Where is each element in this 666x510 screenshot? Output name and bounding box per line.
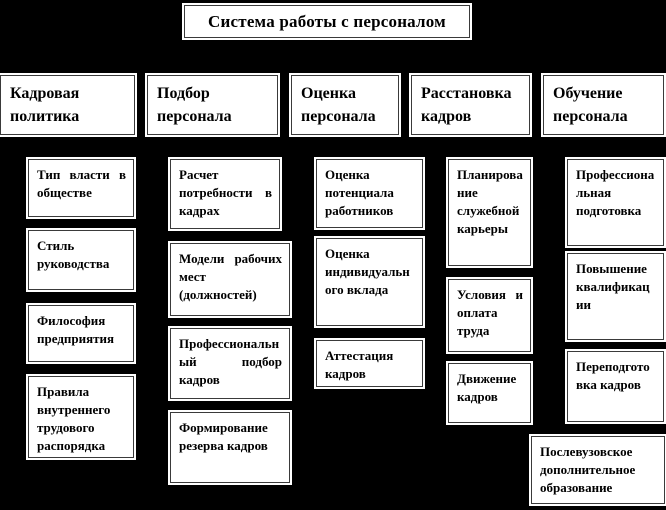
item-box: Модели рабочих мест (должностей) bbox=[170, 243, 290, 316]
item-box: Повышение квалификации bbox=[567, 253, 664, 340]
column-header-recruitment: Подбор персонала bbox=[147, 75, 278, 135]
item-box: Условия и оплата труда bbox=[448, 279, 531, 352]
item-box: Профессиональный подбор кадров bbox=[170, 328, 290, 399]
item-box: Тип власти в обществе bbox=[28, 159, 134, 217]
item-box: Переподготовка кадров bbox=[567, 351, 664, 422]
item-box: Аттестация кадров bbox=[316, 340, 423, 387]
column-header-training: Обучение персонала bbox=[543, 75, 664, 135]
item-box: Послевузовское дополнительное образование bbox=[531, 436, 665, 504]
item-box: Стиль руководства bbox=[28, 230, 134, 290]
item-box: Расчет потребности в кадрах bbox=[170, 159, 280, 229]
item-box: Профессиональная подготовка bbox=[567, 159, 664, 246]
item-box: Оценка потенциала работников bbox=[316, 159, 423, 228]
column-header-placement: Расстановка кадров bbox=[411, 75, 530, 135]
item-box: Движение кадров bbox=[448, 363, 531, 423]
item-box: Оценка индивидуального вклада bbox=[316, 238, 423, 326]
item-box: Правила внутреннего трудового распорядка bbox=[28, 376, 134, 458]
item-box: Формирование резерва кадров bbox=[170, 412, 290, 483]
item-box: Философия предприятия bbox=[28, 305, 134, 362]
column-header-assessment: Оценка персонала bbox=[291, 75, 399, 135]
item-box: Планирование служебной карьеры bbox=[448, 159, 531, 266]
diagram-title: Система работы с персоналом bbox=[184, 5, 470, 38]
column-header-cadre-policy: Кадровая политика bbox=[0, 75, 135, 135]
